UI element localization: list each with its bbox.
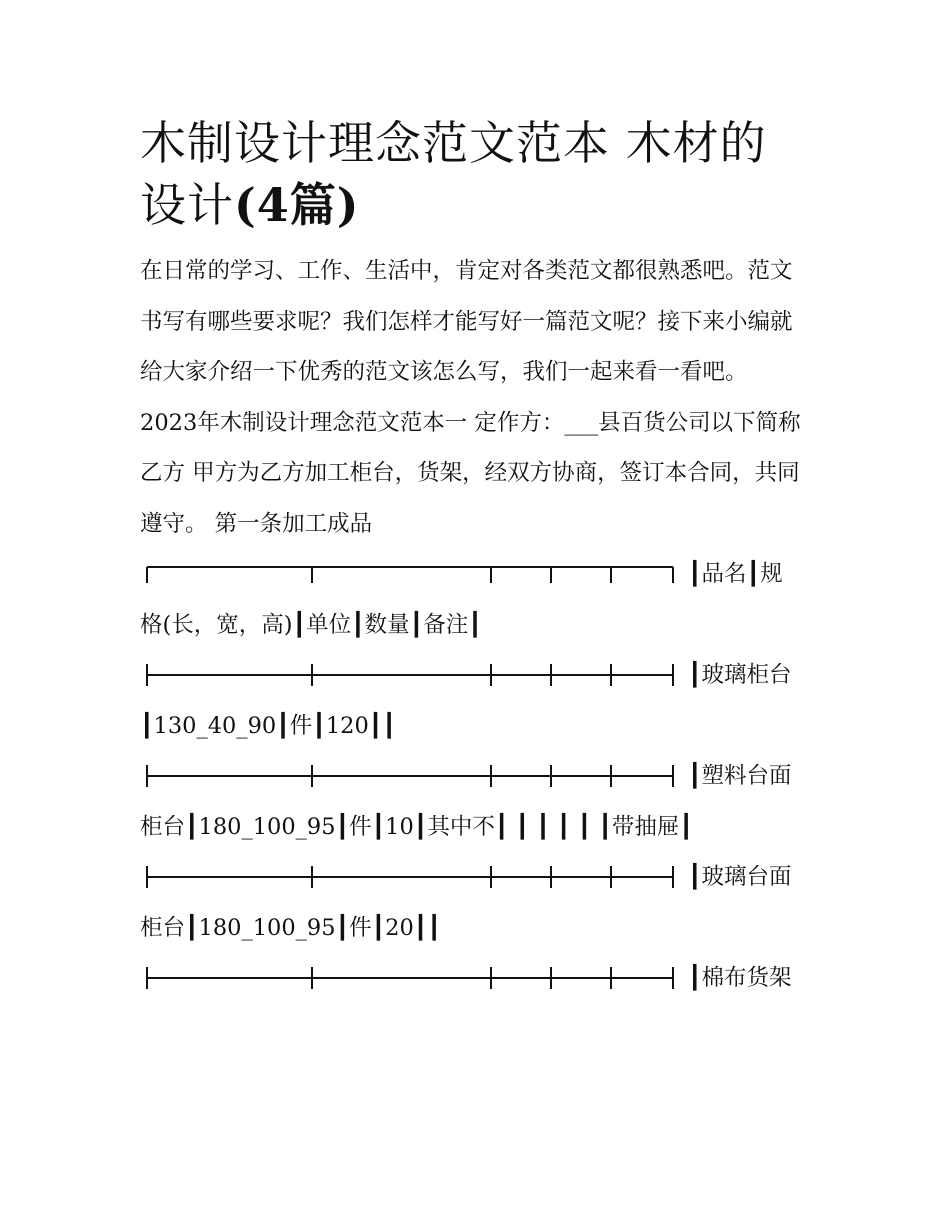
table-border-mid	[140, 650, 810, 701]
table-row-text: ┃130_40_90┃件┃120┃┃	[140, 712, 396, 739]
title-main: 木制设计理念范文范本 木材的设计	[140, 116, 767, 232]
title-suffix: (4篇)	[234, 178, 360, 232]
document-title	[140, 112, 810, 236]
table-mid-border-line	[145, 765, 675, 787]
table-line-tail: ┃棉布货架	[688, 965, 792, 991]
table-line-tail: ┃玻璃柜台	[688, 662, 792, 688]
table-mid-border-line	[145, 664, 675, 686]
table-border-top	[140, 549, 810, 600]
table-line-tail: ┃品名┃规	[688, 561, 783, 587]
table-border-mid	[140, 852, 810, 903]
table-mid-border-line	[145, 866, 675, 888]
table-row-text: 格(长，宽，高)┃单位┃数量┃备注┃	[140, 611, 482, 638]
table-border-mid	[140, 751, 810, 802]
table-row-text: 柜台┃180_100_95┃件┃10┃其中不┃ ┃ ┃ ┃ ┃ ┃带抽屉┃	[140, 813, 693, 840]
table-mid-border-line	[145, 967, 675, 989]
document-page	[140, 112, 810, 1004]
intro-paragraph: 在日常的学习、工作、生活中，肯定对各类范文都很熟悉吧。范文书写有哪些要求呢？我们怎样才能写好一篇范文呢？接下来小编就给大家介绍一下优秀的范文该怎么写，我们一起来看一看吧。	[140, 258, 793, 385]
table-top-border-line	[145, 563, 675, 585]
contract-intro-paragraph: 2023年木制设计理念范文范本一 定作方：___县百货公司以下简称乙方 甲方为乙方加工柜台，货架，经双方协商，签订本合同，共同遵守。 第一条加工成品	[140, 409, 801, 537]
table-row-text: 柜台┃180_100_95┃件┃20┃┃	[140, 914, 441, 941]
table-border-mid	[140, 953, 810, 1004]
table-line-tail: ┃玻璃台面	[688, 864, 792, 890]
table-line-tail: ┃塑料台面	[688, 763, 792, 789]
